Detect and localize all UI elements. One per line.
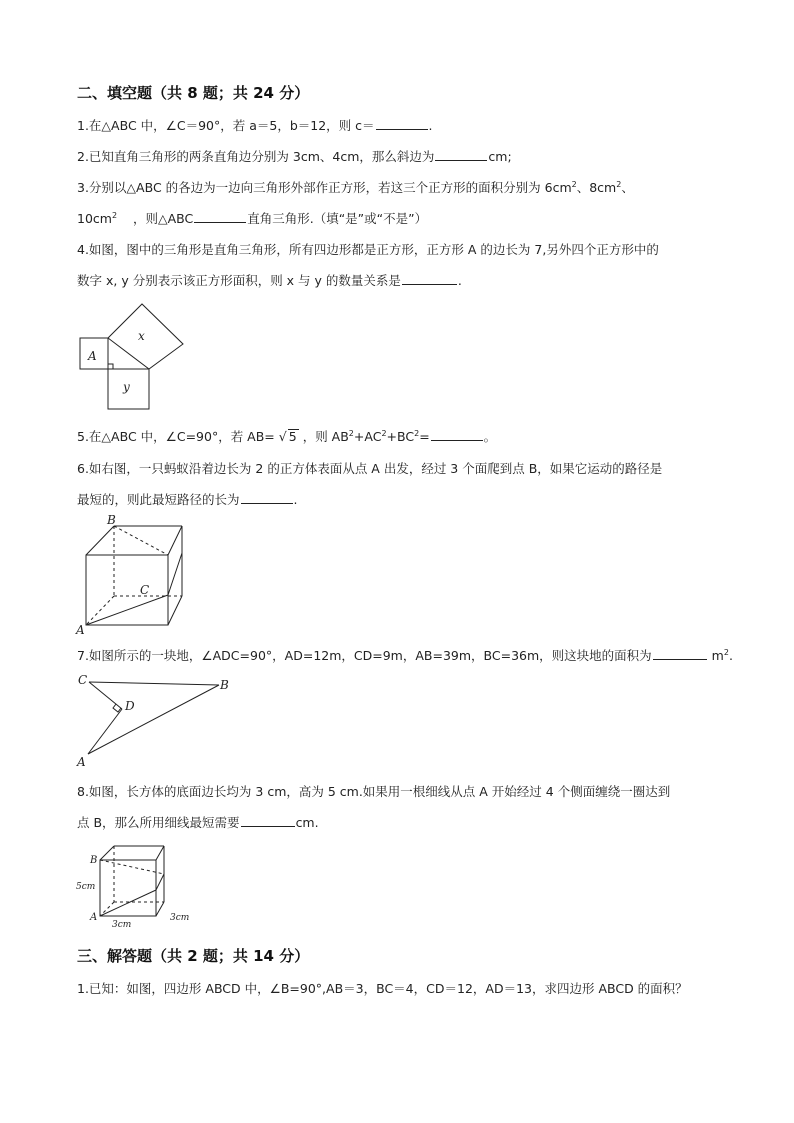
label-a: A <box>90 912 98 923</box>
answer-blank[interactable] <box>241 815 295 827</box>
label-b: B <box>220 678 229 692</box>
section-title-fill-in: 二、填空题（共 8 题；共 24 分） <box>77 84 310 102</box>
cube-edge <box>168 526 182 555</box>
question-1: 1.在△ABC 中，∠C＝90°，若 a＝5，b＝12，则 c＝ . <box>77 118 433 133</box>
label-base-side: 3cm <box>170 913 190 923</box>
answer-blank[interactable] <box>653 648 707 660</box>
label-d: D <box>125 699 135 713</box>
label-y: y <box>123 380 130 394</box>
question-6-line-1: 6.如右图，一只蚂蚁沿着边长为 2 的正方体表面从点 A 出发，经过 3 个面爬到点 B，如果它运动的路径是 <box>77 461 663 476</box>
label-c: C <box>78 673 88 687</box>
answer-blank[interactable] <box>194 211 246 223</box>
shortest-path <box>86 595 168 625</box>
side-ba <box>88 685 219 754</box>
section-title-answer: 三、解答题（共 2 题；共 14 分） <box>77 947 310 965</box>
label-a: A <box>77 755 86 769</box>
sqrt-expression: √ 5 <box>278 429 297 444</box>
question-5: 5.在△ABC 中，∠C=90°，若 AB= √ 5 ，则 $AB^2+AC^2+BC^2=$ 。 <box>77 428 497 444</box>
side-cb <box>89 682 219 685</box>
question-8-line-1: 8.如图，长方体的底面边长均为 3 cm，高为 5 cm.如果用一根细线从点 A 开始经过 4 个侧面缠绕一圈达到 <box>77 784 671 799</box>
cuboid-edge <box>100 846 114 860</box>
question-7: 7.如图所示的一块地，∠ADC=90°，AD=12m，CD=9m，AB=39m，BC=36m，则这块地的面积为 $m^2$. <box>77 647 733 663</box>
figure-cube-ant-path <box>74 514 189 636</box>
cuboid-edge <box>156 902 164 916</box>
figure-cuboid-string <box>76 840 194 928</box>
label-base-front: 3cm <box>112 920 132 928</box>
question-3-line-2: $10cm^2$ ，则△ABC 直角三角形.（填“是”或“不是”） <box>77 210 428 226</box>
string-path <box>156 874 164 890</box>
shortest-path <box>168 553 182 595</box>
cuboid-edge <box>156 846 164 860</box>
cube-front-face <box>86 555 168 625</box>
cuboid-hidden-edges <box>100 846 164 916</box>
label-b: B <box>107 514 116 527</box>
label-c: C <box>140 583 150 597</box>
label-b: B <box>90 855 98 866</box>
answer-blank[interactable] <box>431 429 483 441</box>
question-3-line-1: 3.分别以△ABC 的各边为一边向三角形外部作正方形，若这三个正方形的面积分别为 $6cm^2$、$8cm^2$、 <box>77 179 634 195</box>
answer-blank[interactable] <box>376 118 428 130</box>
cube-edge <box>168 596 182 625</box>
side-dc <box>89 682 122 709</box>
label-height: 5cm <box>76 882 96 892</box>
answer-blank[interactable] <box>241 492 293 504</box>
figure-quadrilateral-land <box>74 670 244 770</box>
string-path <box>100 890 156 916</box>
label-x: x <box>138 329 145 343</box>
question-3-1: 1.已知：如图，四边形 ABCD 中，∠B=90°,AB＝3，BC＝4，CD＝12，AD＝13，求四边形 ABCD 的面积？ <box>77 981 688 996</box>
question-4-line-2: 数字 x, y 分别表示该正方形面积，则 x 与 y 的数量关系是 . <box>77 273 462 288</box>
question-4-line-1: 4.如图，图中的三角形是直角三角形，所有四边形都是正方形，正方形 A 的边长为 7,另外四个正方形中的 <box>77 242 659 257</box>
label-a: A <box>76 623 85 636</box>
square-x <box>108 304 183 369</box>
answer-blank[interactable] <box>402 273 457 285</box>
figure-squares-right-triangle <box>76 298 198 414</box>
question-8-line-2: 点 B，那么所用细线最短需要 cm. <box>77 815 319 830</box>
question-2: 2.已知直角三角形的两条直角边分别为 3cm、4cm，那么斜边为 cm; <box>77 149 512 164</box>
side-ad <box>88 709 122 754</box>
answer-blank[interactable] <box>435 149 487 161</box>
right-angle-mark <box>108 364 113 369</box>
label-a: A <box>88 349 97 363</box>
cube-edge <box>86 526 114 555</box>
question-6-line-2: 最短的，则此最短路径的长为 . <box>77 492 298 507</box>
